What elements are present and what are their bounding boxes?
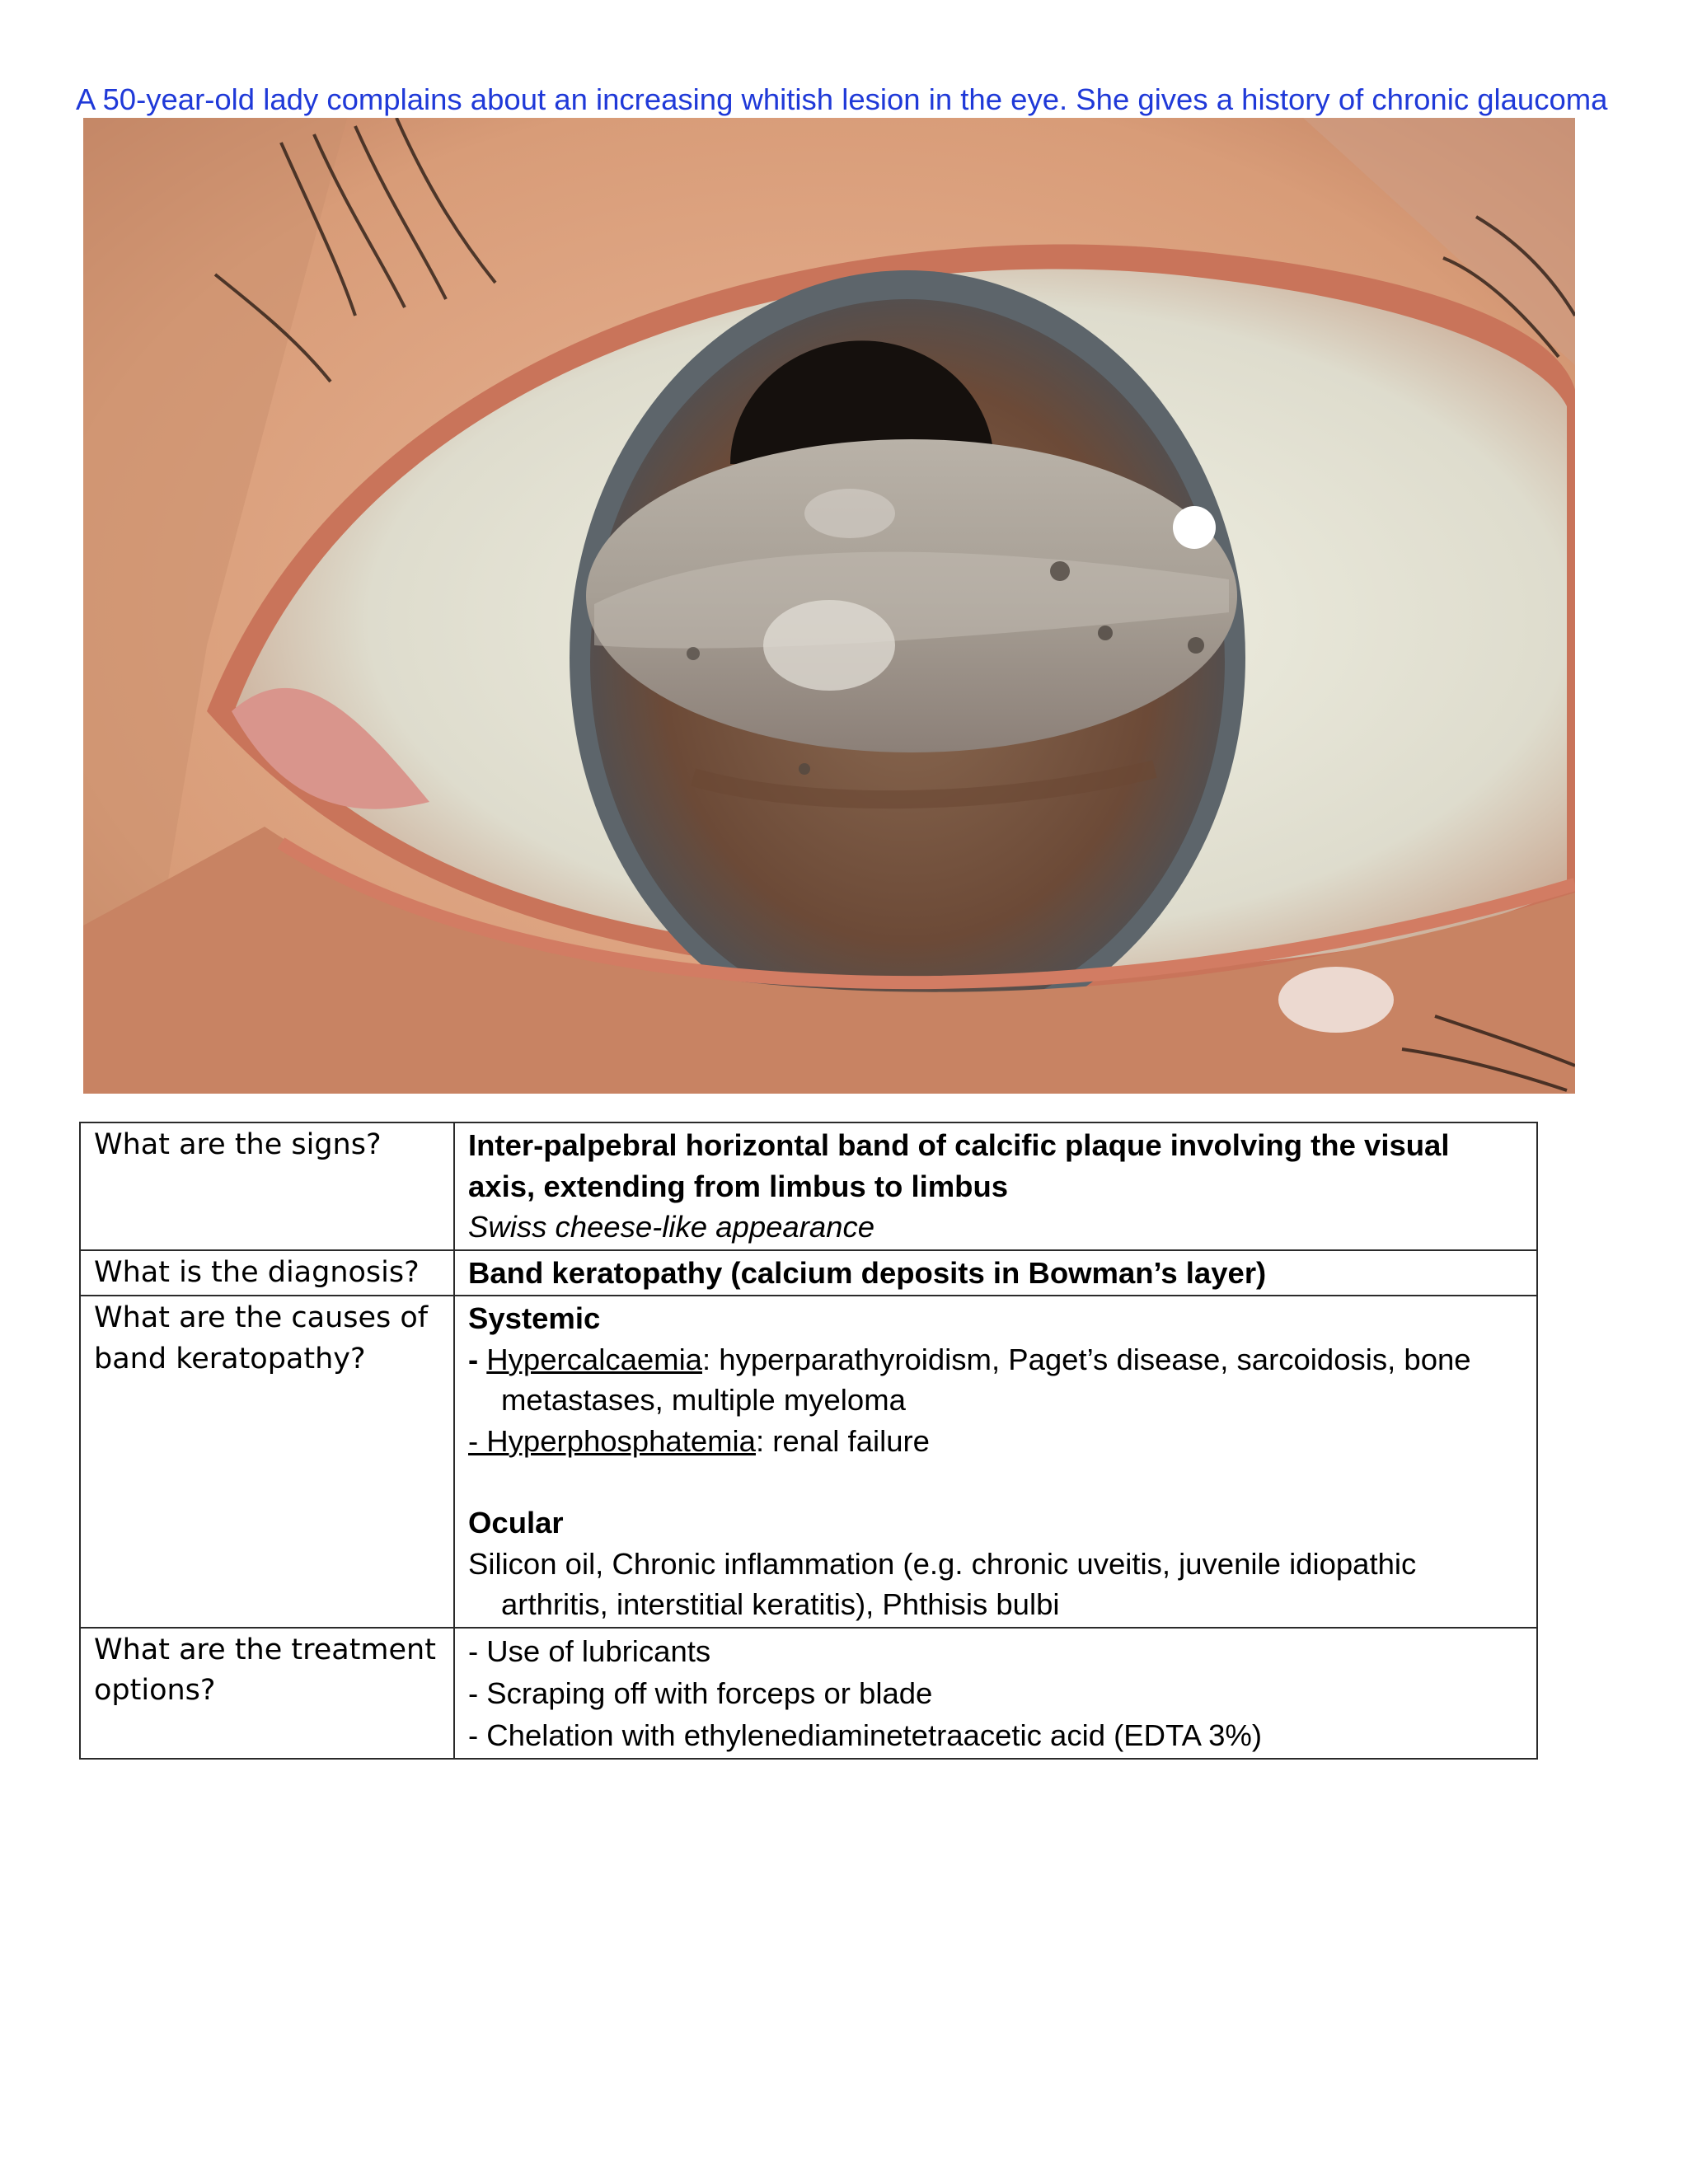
- treatment-item-lubricants: - Use of lubricants: [468, 1633, 711, 1668]
- eye-photograph-illustration: [83, 118, 1575, 1094]
- case-description: A 50-year-old lady complains about an increasing whitish lesion in the eye. She gives a history of chronic glaucoma: [76, 82, 1608, 116]
- systemic-heading: Systemic: [468, 1301, 601, 1335]
- spacer: [468, 1461, 1523, 1502]
- signs-appearance: Swiss cheese-like appearance: [468, 1210, 875, 1244]
- question-treatment: What are the treatment options?: [80, 1628, 454, 1759]
- question-signs: What are the signs?: [80, 1122, 454, 1250]
- hyperphosphatemia-term: - Hyperphosphatemia: [468, 1423, 756, 1458]
- question-diagnosis: What is the diagnosis?: [80, 1250, 454, 1296]
- table-row: [80, 1122, 1537, 1250]
- hypercalcaemia-item: [468, 1339, 1523, 1421]
- treatment-item-scraping: - Scraping off with forceps or blade: [468, 1675, 933, 1710]
- hypercalcaemia-causes: : hyperparathyroidism, Paget’s disease, sarcoidosis, bone metastases, multiple myeloma: [501, 1342, 1471, 1417]
- table-row: [80, 1250, 1537, 1296]
- hyperphosphatemia-causes: : renal failure: [755, 1423, 930, 1458]
- question-causes: What are the causes of band keratopathy?: [80, 1296, 454, 1628]
- answer-treatment: [454, 1628, 1537, 1759]
- answer-diagnosis: Band keratopathy (calcium deposits in Bowman’s layer): [454, 1250, 1537, 1296]
- treatment-item-chelation: - Chelation with ethylenediaminetetraacetic acid (EDTA 3%): [468, 1718, 1262, 1752]
- bullet-dash: -: [468, 1342, 487, 1376]
- answer-signs: [454, 1122, 1537, 1250]
- hypercalcaemia-term: Hypercalcaemia: [486, 1342, 702, 1376]
- eye-photograph: [83, 118, 1575, 1094]
- table-row: [80, 1296, 1537, 1628]
- question-answer-table: [79, 1122, 1538, 1760]
- table-row: [80, 1628, 1537, 1759]
- ocular-heading: Ocular: [468, 1506, 564, 1540]
- answer-causes: [454, 1296, 1537, 1628]
- hyperphosphatemia-item: [468, 1421, 1523, 1462]
- ocular-causes: Silicon oil, Chronic inflammation (e.g. chronic uveitis, juvenile idiopathic arthritis, interstitial keratitis), Phthisis bulbi: [468, 1546, 1417, 1621]
- signs-description: Inter-palpebral horizontal band of calcific plaque involving the visual axis, extending from limbus to limbus: [468, 1128, 1450, 1203]
